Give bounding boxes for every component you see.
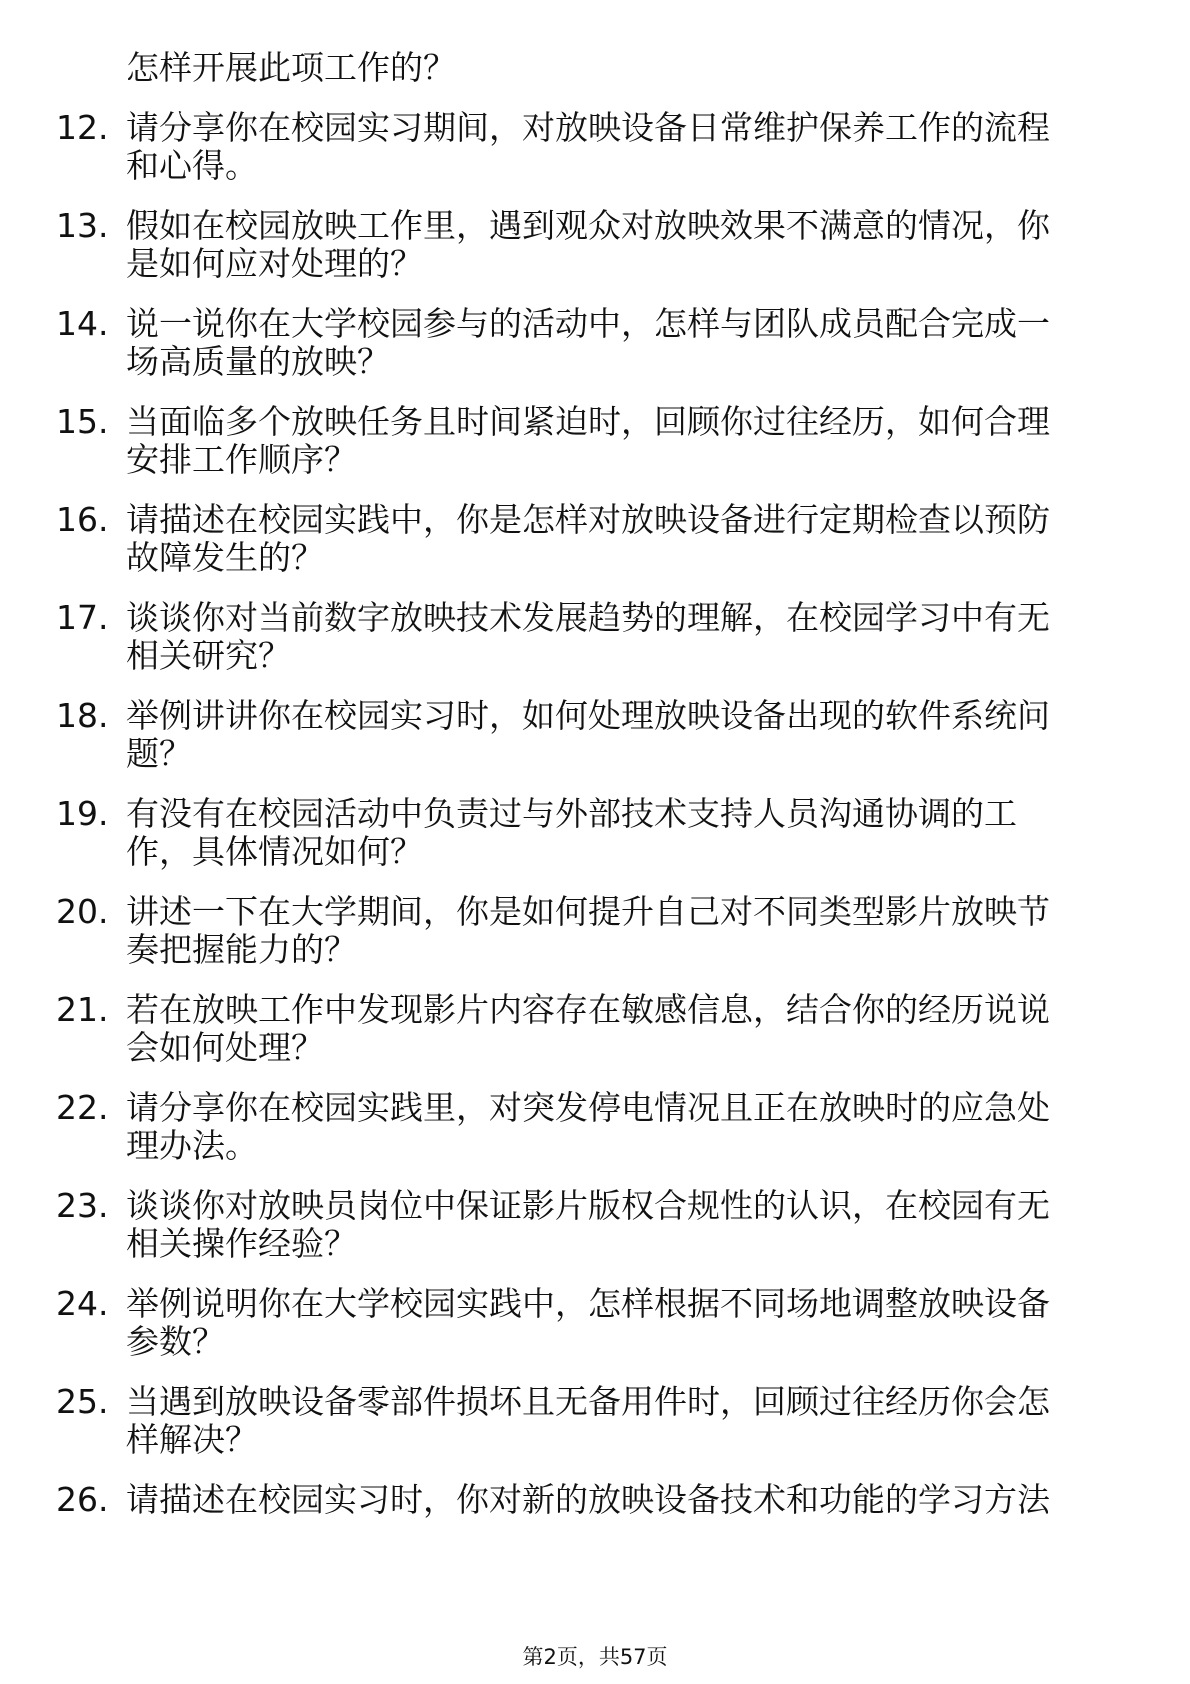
question-text: 相关研究？ [126, 636, 291, 675]
question-text: 相关操作经验？ [126, 1224, 357, 1263]
question-number: 12. [56, 108, 109, 147]
question-text: 和心得。 [126, 146, 258, 185]
question-text: 谈谈你对当前数字放映技术发展趋势的理解，在校园学习中有无 [126, 598, 1050, 637]
question-number: 13. [56, 206, 109, 245]
question-text: 故障发生的？ [126, 538, 324, 577]
question-text: 谈谈你对放映员岗位中保证影片版权合规性的认识，在校园有无 [126, 1186, 1050, 1225]
question-text: 讲述一下在大学期间，你是如何提升自己对不同类型影片放映节 [126, 892, 1050, 931]
question-text: 请分享你在校园实习期间，对放映设备日常维护保养工作的流程 [126, 108, 1050, 147]
question-number: 17. [56, 598, 109, 637]
question-text: 参数？ [126, 1322, 225, 1361]
question-text: 奏把握能力的？ [126, 930, 357, 969]
question-number: 16. [56, 500, 109, 539]
question-text: 会如何处理？ [126, 1028, 324, 1067]
question-number: 19. [56, 794, 109, 833]
question-number: 23. [56, 1186, 109, 1225]
question-text: 样解决？ [126, 1420, 258, 1459]
question-text: 理办法。 [126, 1126, 258, 1165]
question-text: 当遇到放映设备零部件损坏且无备用件时，回顾过往经历你会怎 [126, 1382, 1050, 1421]
question-text: 有没有在校园活动中负责过与外部技术支持人员沟通协调的工 [126, 794, 1017, 833]
question-number: 21. [56, 990, 109, 1029]
question-text: 举例说明你在大学校园实践中，怎样根据不同场地调整放映设备 [126, 1284, 1050, 1323]
question-text: 请描述在校园实习时，你对新的放映设备技术和功能的学习方法 [126, 1480, 1050, 1519]
question-text: 当面临多个放映任务且时间紧迫时，回顾你过往经历，如何合理 [126, 402, 1050, 441]
question-text: 举例讲讲你在校园实习时，如何处理放映设备出现的软件系统问 [126, 696, 1050, 735]
question-number: 14. [56, 304, 109, 343]
question-text: 说一说你在大学校园参与的活动中，怎样与团队成员配合完成一 [126, 304, 1050, 343]
question-number: 20. [56, 892, 109, 931]
question-text: 题？ [126, 734, 192, 773]
question-number: 22. [56, 1088, 109, 1127]
question-number: 25. [56, 1382, 109, 1421]
question-number: 24. [56, 1284, 109, 1323]
continuation-text: 怎样开展此项工作的？ [126, 48, 456, 87]
question-text: 作，具体情况如何？ [126, 832, 423, 871]
question-text: 请描述在校园实践中，你是怎样对放映设备进行定期检查以预防 [126, 500, 1050, 539]
question-number: 18. [56, 696, 109, 735]
question-number: 26. [56, 1480, 109, 1519]
question-text: 假如在校园放映工作里，遇到观众对放映效果不满意的情况，你 [126, 206, 1050, 245]
question-text: 请分享你在校园实践里，对突发停电情况且正在放映时的应急处 [126, 1088, 1050, 1127]
page-footer: 第2页，共57页 [522, 1645, 668, 1669]
question-text: 场高质量的放映？ [126, 342, 390, 381]
question-text: 若在放映工作中发现影片内容存在敏感信息，结合你的经历说说 [126, 990, 1050, 1029]
question-text: 是如何应对处理的？ [126, 244, 423, 283]
question-text: 安排工作顺序？ [126, 440, 357, 479]
question-number: 15. [56, 402, 109, 441]
